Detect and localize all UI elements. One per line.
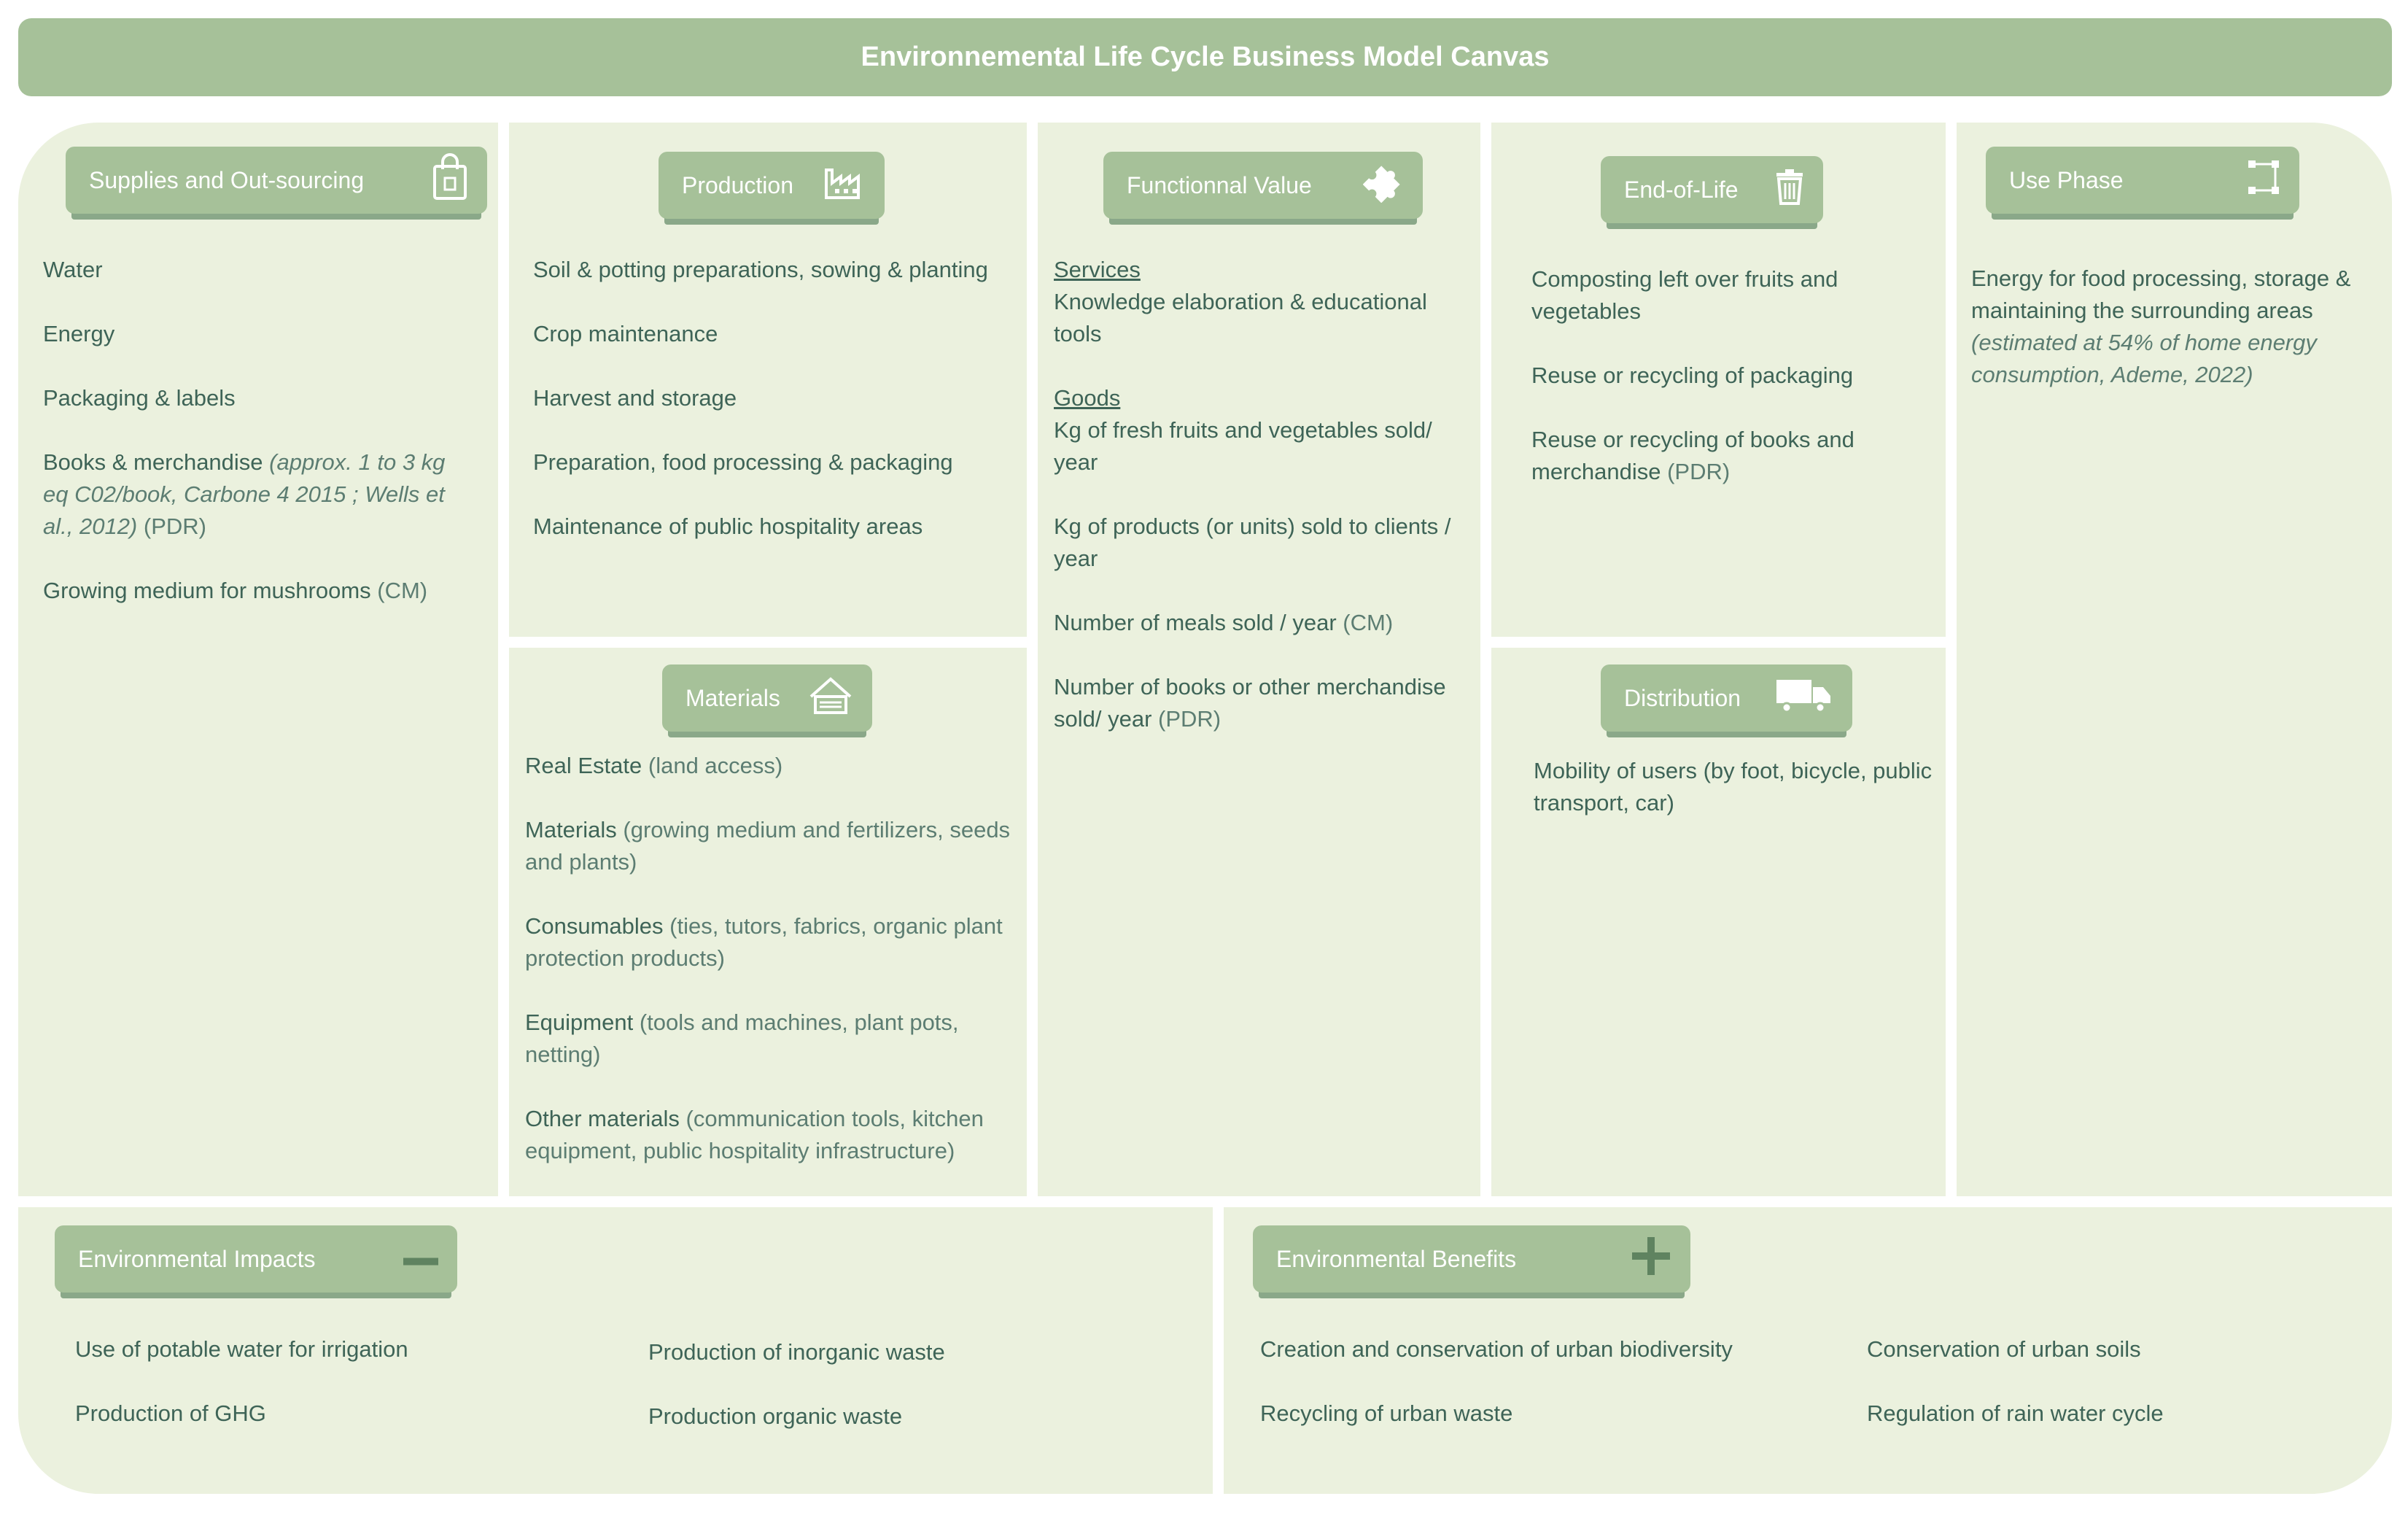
benefit-item: Recycling of urban waste	[1260, 1400, 1513, 1426]
plus-icon	[1631, 1236, 1671, 1282]
business-model-canvas	[18, 123, 2392, 1494]
impact-item: Use of potable water for irrigation	[75, 1336, 408, 1362]
environmental-benefits-panel	[1224, 1207, 2392, 1494]
factory-icon	[825, 166, 866, 205]
impacts-col-2	[648, 1336, 1159, 1465]
end-of-life-list	[1531, 263, 1940, 520]
goods-heading: Goods	[1054, 385, 1121, 411]
goods-item: Kg of products (or units) sold to clients / year	[1054, 514, 1451, 571]
flow-icon	[2247, 159, 2280, 201]
impact-item: Production organic waste	[648, 1403, 903, 1429]
supplies-packaging: Packaging & labels	[43, 385, 236, 411]
production-item: Crop maintenance	[533, 321, 718, 346]
materials-item: Materials (growing medium and fertilizers, seeds and plants)	[525, 817, 1011, 875]
eol-item: Reuse or recycling of packaging	[1531, 363, 1854, 388]
shopping-bag-icon	[432, 153, 468, 207]
benefits-col-1	[1260, 1333, 1829, 1462]
production-panel	[509, 123, 1027, 637]
trash-icon	[1775, 168, 1804, 211]
impacts-col-1	[75, 1333, 586, 1462]
eol-item: Composting left over fruits and vegetables	[1531, 266, 1838, 324]
use-phase-list	[1971, 263, 2390, 423]
functional-value-list	[1054, 254, 1477, 767]
environmental-benefits-label: Environmental Benefits	[1276, 1245, 1517, 1272]
materials-header	[662, 664, 872, 732]
materials-list	[525, 750, 1014, 1167]
materials-item: Real Estate (land access)	[525, 753, 783, 778]
greenhouse-icon	[808, 675, 853, 721]
use-phase-panel	[1957, 123, 2392, 1196]
materials-item: Consumables (ties, tutors, fabrics, organic plant protection products)	[525, 913, 1003, 971]
distribution-panel	[1491, 648, 1946, 1196]
materials-item: Equipment (tools and machines, plant pots, netting)	[525, 1010, 959, 1067]
end-of-life-label: End-of-Life	[1624, 176, 1739, 203]
use-phase-label: Use Phase	[2009, 166, 2124, 193]
benefits-col-2	[1867, 1333, 2377, 1462]
production-item: Soil & potting preparations, sowing & planting	[533, 257, 988, 282]
meals-item: Number of meals sold / year (CM)	[1054, 610, 1394, 635]
production-item: Harvest and storage	[533, 385, 737, 411]
supplies-growing	[43, 575, 459, 607]
production-list	[533, 254, 1007, 575]
benefit-item: Conservation of urban soils	[1867, 1336, 2141, 1362]
materials-label: Materials	[685, 684, 780, 711]
supplies-header	[66, 147, 487, 214]
benefit-item: Creation and conservation of urban biodiversity	[1260, 1336, 1733, 1362]
functional-value-label: Functionnal Value	[1127, 171, 1312, 198]
functional-value-header	[1103, 152, 1423, 219]
truck-icon	[1775, 677, 1833, 719]
benefit-item: Regulation of rain water cycle	[1867, 1400, 2164, 1426]
production-header	[659, 152, 885, 219]
puzzle-icon	[1363, 162, 1404, 209]
environmental-impacts-panel	[18, 1207, 1213, 1494]
growing-tag: (CM)	[377, 578, 428, 603]
supplies-list	[43, 254, 459, 639]
functional-value-panel	[1038, 123, 1480, 1196]
supplies-energy: Energy	[43, 321, 115, 346]
production-item: Maintenance of public hospitality areas	[533, 514, 923, 539]
impact-item: Production of inorganic waste	[648, 1339, 945, 1365]
production-label: Production	[682, 171, 793, 198]
environmental-benefits-header	[1253, 1225, 1690, 1293]
end-of-life-header	[1601, 156, 1823, 223]
minus-icon	[403, 1246, 438, 1273]
supplies-water: Water	[43, 257, 103, 282]
goods-item: Kg of fresh fruits and vegetables sold/ year	[1054, 417, 1432, 475]
impact-item: Production of GHG	[75, 1400, 266, 1426]
services-item: Knowledge elaboration & educational tools	[1054, 289, 1427, 346]
end-of-life-panel	[1491, 123, 1946, 637]
books-sold-item: Number of books or other merchandise sold/ year (PDR)	[1054, 674, 1446, 732]
use-phase-item: Energy for food processing, storage & maintaining the surrounding areas (estimated at 54% of home energy consumption, Ademe, 2022)	[1971, 266, 2351, 387]
use-phase-header	[1986, 147, 2299, 214]
environmental-impacts-label: Environmental Impacts	[78, 1245, 316, 1272]
canvas-title: Environnemental Life Cycle Business Model Canvas	[18, 18, 2392, 96]
supplies-panel	[18, 123, 498, 1196]
environmental-impacts-header	[55, 1225, 457, 1293]
books-note: (approx. 1 to 3 kg eq C02/book, Carbone 4 2015 ; Wells et al., 2012)	[43, 449, 446, 539]
distribution-label: Distribution	[1624, 684, 1741, 711]
production-item: Preparation, food processing & packaging	[533, 449, 953, 475]
services-heading: Services	[1054, 257, 1141, 282]
books-main: Books & merchandise	[43, 449, 263, 475]
distribution-list	[1534, 755, 1935, 851]
books-tag: (PDR)	[143, 514, 206, 539]
supplies-label: Supplies and Out-sourcing	[89, 166, 365, 193]
eol-item: Reuse or recycling of books and merchandise (PDR)	[1531, 427, 1854, 484]
growing-main: Growing medium for mushrooms	[43, 578, 371, 603]
distribution-header	[1601, 664, 1852, 732]
supplies-books	[43, 446, 459, 543]
materials-item: Other materials (communication tools, kitchen equipment, public hospitality infrastructure)	[525, 1106, 984, 1163]
materials-panel	[509, 648, 1027, 1196]
distribution-item: Mobility of users (by foot, bicycle, public transport, car)	[1534, 758, 1933, 815]
